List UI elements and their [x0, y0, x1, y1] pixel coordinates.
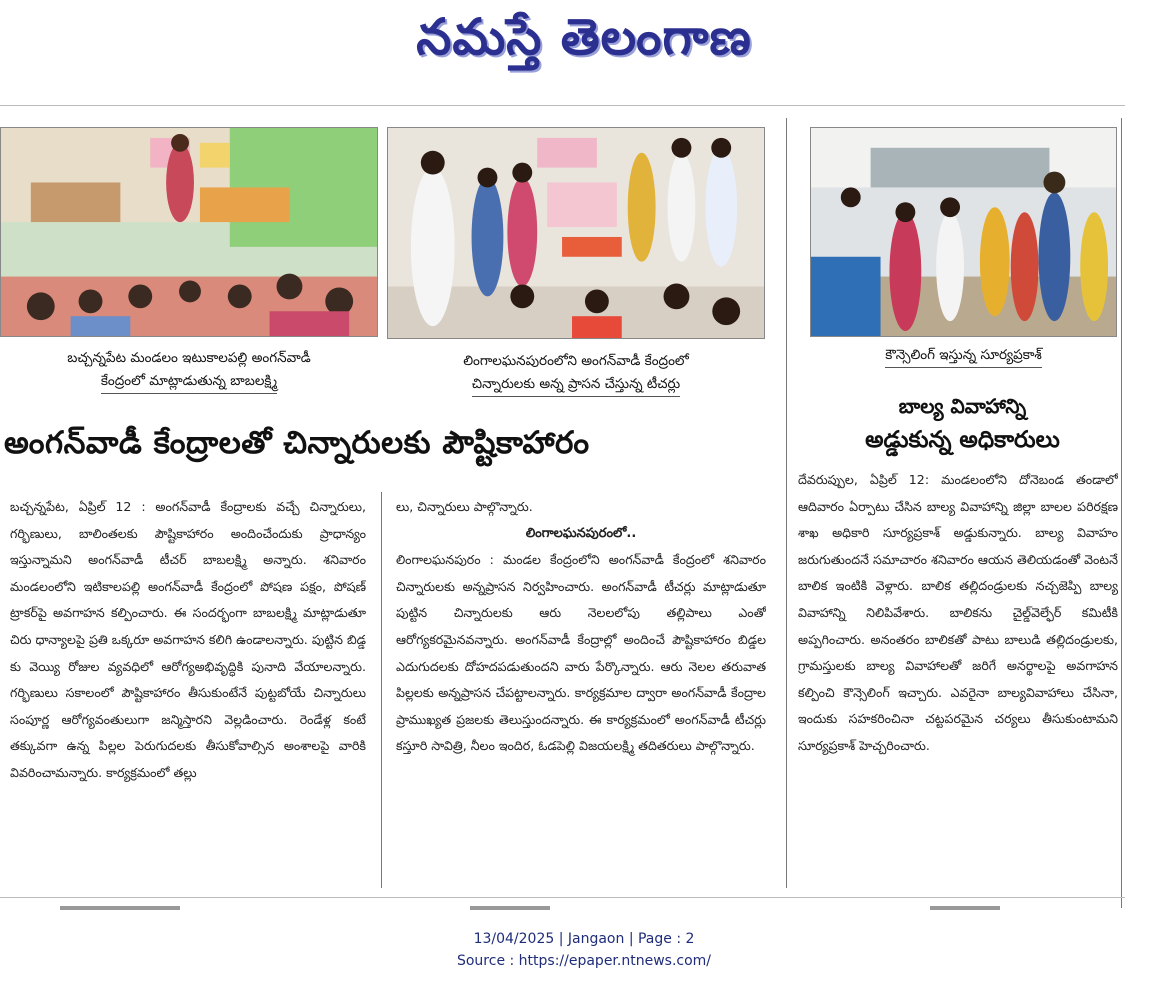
- main-article-col2: [396, 494, 766, 887]
- caption-left-line2: కేంద్రంలో మాట్లాడుతున్న బాబలక్ష్మి: [101, 370, 277, 394]
- caption-right-text: కౌన్సెలింగ్ ఇస్తున్న సూర్యప్రకాశ్: [885, 344, 1042, 368]
- photo-anganwadi-itukalapalli: [0, 127, 378, 337]
- column-rule-right: [786, 118, 787, 888]
- column-rule-center: [381, 492, 382, 888]
- photo-anna-prasana: [387, 127, 765, 339]
- newspaper-logo: నమస్తే తెలంగాణ: [416, 8, 752, 66]
- main-headline: అంగన్‌వాడీ కేంద్రాలతో చిన్నారులకు పౌష్టికాహారం: [4, 425, 590, 461]
- masthead: [0, 0, 1168, 92]
- main-article-col2-lead: లు, చిన్నారులు పాల్గొన్నారు.: [396, 499, 533, 514]
- main-article-col1: [10, 494, 366, 887]
- side-article-body: [798, 467, 1118, 887]
- caption-left: [0, 347, 378, 394]
- caption-center-line2: చిన్నారులకు అన్న ప్రాసన చేస్తున్న టీచర్లు: [472, 373, 680, 397]
- caption-right: [810, 344, 1117, 368]
- side-headline: [800, 390, 1125, 458]
- main-article-col1-text: బచ్చన్నపేట, ఏప్రిల్ 12 : అంగన్‌వాడీ కేంద్రాలకు వచ్చే చిన్నారులు, గర్భిణులు, బాలింతలకు పౌష్టికాహారం అందించేందుకు ప్రాధాన్యం ఇస్తున్నామని అంగన్‌వాడీ టీచర్ బాబలక్ష్మి అన్నారు. శనివారం మండలంలోని ఇటికాలపల్లి అంగన్‌వాడీ కేంద్రంలో పోషణ పక్షం, పోషణ్ ట్రాకర్‌పై అవగాహన కల్పించారు. ఈ సందర్భంగా బాబలక్ష్మి మాట్లాడుతూ చిరు ధాన్యాలపై ప్రతి ఒక్కరూ అవగాహన కలిగి ఉండాలన్నారు. పుట్టిన బిడ్డ కు వెయ్యి రోజుల వ్యవధిలో ఆరోగ్యఅభివృద్ధికి పునాది వేయాలన్నారు. గర్భిణులు సకాలంలో పౌష్టికాహారం తీసుకుంటేనే పుట్టబోయే చిన్నారులు సంపూర్ణ ఆరోగ్యవంతులుగా జన్మిస్తారని వెల్లడించారు. రెండేళ్ల కంటే తక్కువగా ఉన్న పిల్లల పెరుగుదలకు తీసుకోవాల్సిన అంశాలపై వారికి వివరించామన్నారు. కార్యక్రమంలో తల్లు: [10, 499, 366, 780]
- main-article-col2-subhead: లింగాలఘనపురంలో..: [525, 525, 637, 541]
- caption-center-line1: లింగాలఘనపురంలోని అంగన్‌వాడీ కేంద్రంలో: [463, 353, 689, 369]
- cut-off-text-strip: [0, 96, 1125, 106]
- main-article-col2-body: లింగాలఘనపురం : మండల కేంద్రంలోని అంగన్‌వాడీ కేంద్రంలో శనివారం చిన్నారులకు అన్నప్రాసన నిర్వహించారు. అంగన్‌వాడీ టీచర్లు మాట్లాడుతూ పుట్టిన చిన్నారులకు ఆరు నెలలలోపు తల్లిపాలు ఎంతో ఆరోగ్యకరమైనవన్నారు. అంగన్‌వాడీ కేంద్రాల్లో అందించే పౌష్టికాహారం బిడ్డల ఎదుగుదలకు దోహదపడుతుందని వారు పేర్కొన్నారు. ఆరు నెలల తరువాత పిల్లలకు అన్నప్రాసన చేపట్టాలన్నారు. కార్యక్రమాల ద్వారా అంగన్‌వాడీ కేంద్రాల ప్రాముఖ్యత ప్రజలకు తెలుస్తుందన్నారు. ఈ కార్యక్రమంలో అంగన్‌వాడీ టీచర్లు కస్తూరి సావిత్రి, నీలం ఇందిర, ఓడపెల్లి విజయలక్ష్మి తదితరులు పాల్గొన్నారు.: [396, 552, 766, 754]
- footer-source: Source : https://epaper.ntnews.com/: [456, 953, 712, 969]
- side-headline-line2: అడ్డుకున్న అధికారులు: [865, 427, 1060, 453]
- footer: [0, 928, 1168, 972]
- caption-center: [387, 350, 765, 397]
- photo-counselling: [810, 127, 1117, 337]
- page-rule-right: [1121, 118, 1122, 908]
- footer-date-edition: 13/04/2025 | Jangaon | Page : 2: [473, 931, 695, 947]
- cut-off-bottom-strip: [0, 897, 1125, 911]
- side-article-text: దేవరుప్పుల, ఏప్రిల్ 12: మండలంలోని దోనెబండ తండాలో ఆదివారం ఏర్పాటు చేసిన బాల్య వివాహాన్ని జిల్లా బాలల పరిరక్షణ శాఖ అధికారి సూర్యప్రకాశ్ అడ్డుకున్నారు. బాల్య వివాహం జరుగుతుందనే సమాచారం శనివారం ఆయన తెలియడంతో వెంటనే బాలిక ఇంటికి వెళ్లారు. బాలిక తల్లిదండ్రులకు నచ్చజెప్పి బాల్య వివాహాన్ని నిలిపివేశారు. బాలికను చైల్డ్‌వెల్ఫేర్ కమిటీకి అప్పగించారు. అనంతరం బాలికతో పాటు బాలుడి తల్లిదండ్రులకు, గ్రామస్తులకు బాల్య వివాహాలతో జరిగే అనర్థాలపై అవగాహన కల్పించి కౌన్సెలింగ్ ఇచ్చారు. ఎవరైనా బాల్యవివాహాలు చేసినా, ఇందుకు సహకరించినా చట్టపరమైన చర్యలు తీసుకుంటామని సూర్యప్రకాశ్ హెచ్చరించారు.: [798, 472, 1118, 753]
- side-headline-line1: బాల్య వివాహాన్ని: [898, 394, 1027, 418]
- caption-left-line1: బచ్చన్నపేట మండలం ఇటుకాలపల్లి అంగన్‌వాడీ: [67, 350, 311, 366]
